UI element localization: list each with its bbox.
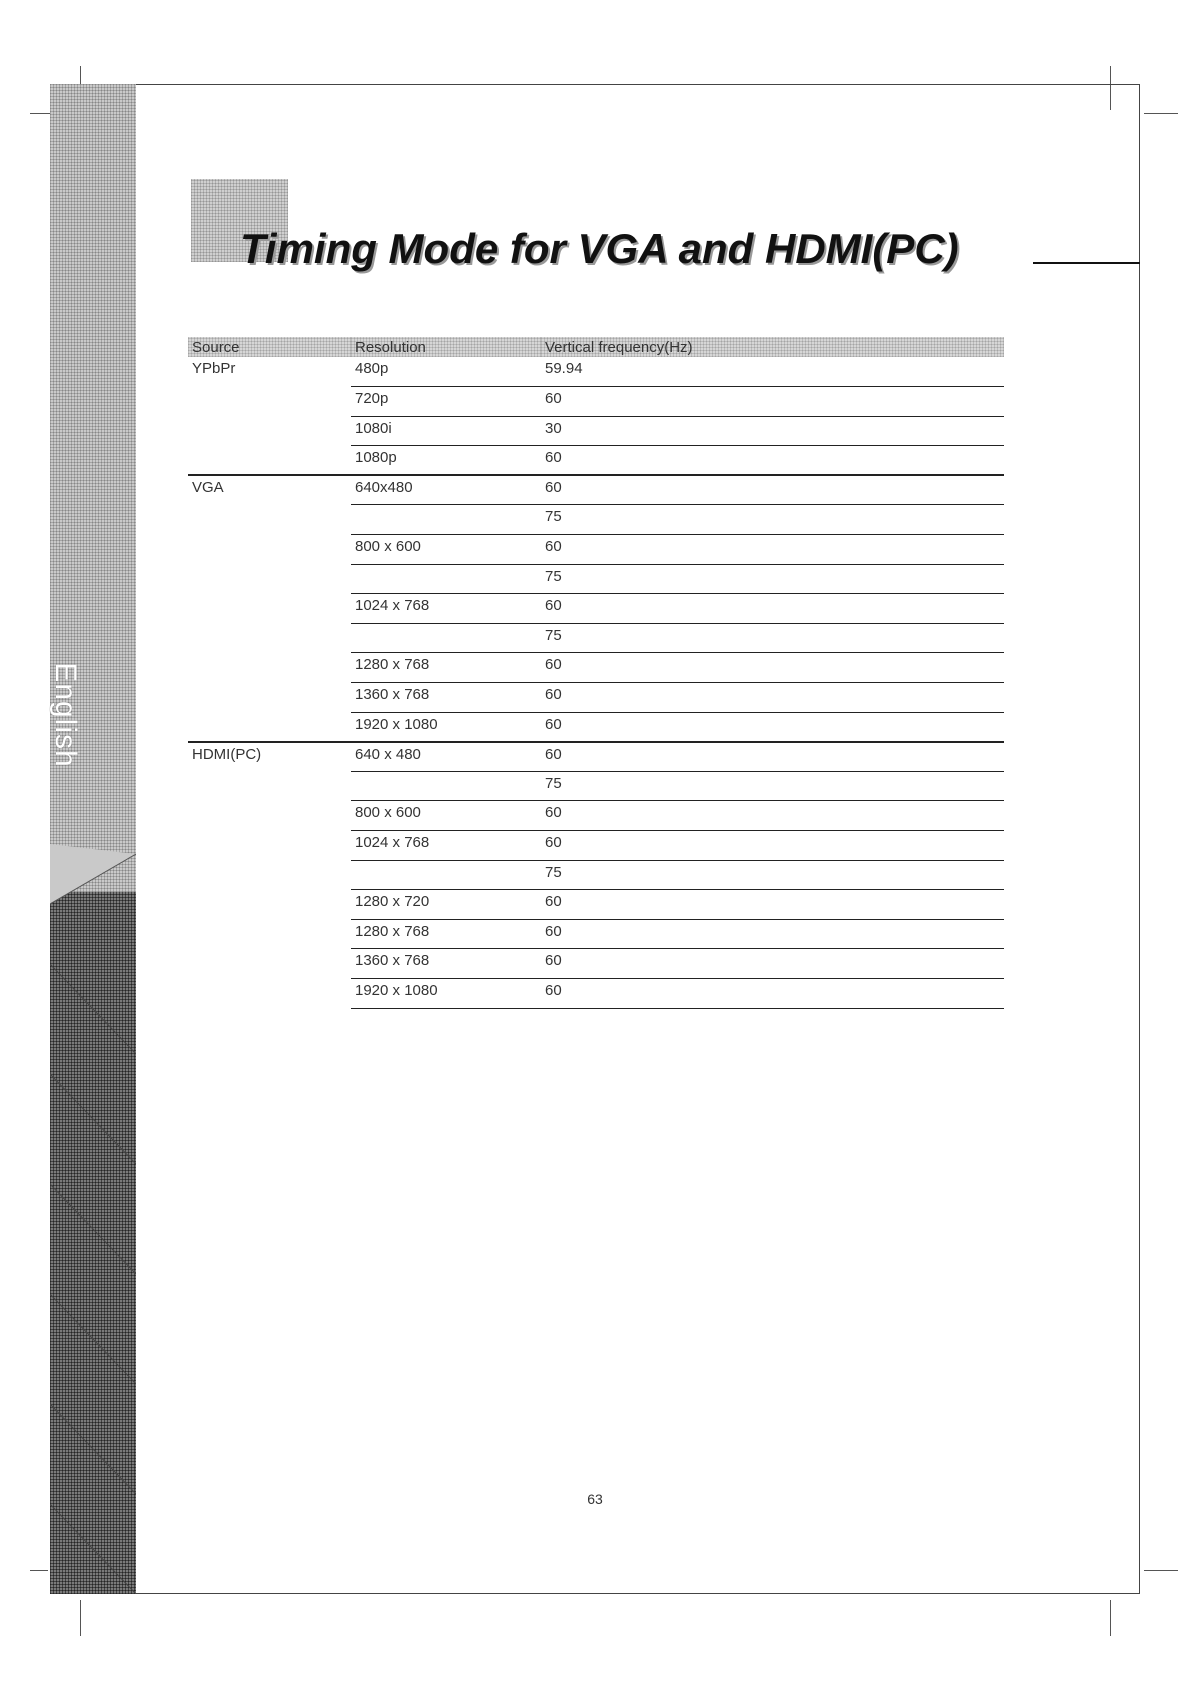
source-cell [188, 712, 351, 742]
table-row [188, 535, 1004, 565]
table-row [188, 653, 1004, 683]
page-number: 63 [587, 1491, 603, 1507]
table-row [188, 860, 1004, 890]
table-row [188, 387, 1004, 417]
resolution-cell [351, 771, 541, 801]
header-resolution: Resolution [351, 337, 541, 357]
source-cell [188, 505, 351, 535]
resolution-cell: 1280 x 768 [351, 919, 541, 949]
source-cell [188, 594, 351, 624]
frequency-cell: 75 [541, 860, 1004, 890]
frequency-cell: 60 [541, 683, 1004, 713]
sidebar-language-label: English [49, 662, 82, 768]
resolution-cell: 1280 x 720 [351, 890, 541, 920]
table-row [188, 416, 1004, 446]
crop-mark-bottom-right-h [1144, 1570, 1178, 1571]
table-row [188, 683, 1004, 713]
source-cell: VGA [192, 479, 224, 497]
language-sidebar [50, 84, 136, 1594]
resolution-cell [351, 564, 541, 594]
resolution-cell: 1024 x 768 [351, 831, 541, 861]
source-cell [188, 949, 351, 979]
crop-mark-top-right-h [1144, 113, 1178, 114]
frequency-cell: 60 [541, 712, 1004, 742]
source-cell [188, 683, 351, 713]
resolution-cell: 800 x 600 [351, 535, 541, 565]
table-row [188, 623, 1004, 653]
source-cell [188, 919, 351, 949]
table-row [188, 505, 1004, 535]
source-cell: YPbPr [192, 360, 236, 377]
resolution-cell: 480p [351, 357, 541, 387]
table-row [188, 831, 1004, 861]
source-cell [188, 831, 351, 861]
table-row [188, 771, 1004, 801]
frequency-cell: 60 [541, 831, 1004, 861]
table-row [188, 801, 1004, 831]
frequency-cell: 60 [541, 978, 1004, 1008]
resolution-cell [351, 860, 541, 890]
resolution-cell [351, 505, 541, 535]
source-cell [188, 801, 351, 831]
resolution-cell: 640x480 [351, 475, 541, 505]
table-row [188, 357, 1004, 387]
resolution-cell: 640 x 480 [351, 742, 541, 772]
table-row [188, 919, 1004, 949]
crop-mark-bottom-right-v [1110, 1600, 1111, 1636]
title-underline [1033, 262, 1140, 264]
table-row [188, 446, 1004, 476]
source-cell [188, 771, 351, 801]
timing-mode-table [188, 337, 1004, 1009]
frequency-cell: 60 [541, 475, 1004, 505]
table-row [188, 712, 1004, 742]
table-row [188, 949, 1004, 979]
table-row [188, 475, 1004, 505]
frequency-cell: 75 [541, 505, 1004, 535]
resolution-cell: 1080i [351, 416, 541, 446]
frequency-cell: 60 [541, 446, 1004, 476]
resolution-cell [351, 623, 541, 653]
frequency-cell: 60 [541, 890, 1004, 920]
resolution-cell: 1360 x 768 [351, 949, 541, 979]
frequency-cell: 60 [541, 949, 1004, 979]
table-row [188, 890, 1004, 920]
header-source: Source [188, 337, 351, 357]
table-row [188, 978, 1004, 1008]
resolution-cell: 1920 x 1080 [351, 978, 541, 1008]
frequency-cell: 60 [541, 742, 1004, 772]
source-cell [188, 535, 351, 565]
source-cell [188, 416, 351, 446]
crop-mark-bottom-left-h [30, 1570, 48, 1571]
source-cell [188, 978, 351, 1008]
resolution-cell: 1920 x 1080 [351, 712, 541, 742]
table-row [188, 742, 1004, 772]
frequency-cell: 75 [541, 623, 1004, 653]
frequency-cell: 75 [541, 564, 1004, 594]
page-title: Timing Mode for VGA and HDMI(PC) [240, 225, 959, 272]
source-cell [188, 890, 351, 920]
header-vertical-frequency: Vertical frequency(Hz) [541, 337, 1004, 357]
frequency-cell: 60 [541, 801, 1004, 831]
crop-mark-bottom-left-v [80, 1600, 81, 1636]
source-cell [188, 623, 351, 653]
frequency-cell: 60 [541, 919, 1004, 949]
frequency-cell: 30 [541, 416, 1004, 446]
frequency-cell: 60 [541, 535, 1004, 565]
resolution-cell: 800 x 600 [351, 801, 541, 831]
frequency-cell: 60 [541, 387, 1004, 417]
resolution-cell: 1360 x 768 [351, 683, 541, 713]
source-cell [188, 653, 351, 683]
resolution-cell: 720p [351, 387, 541, 417]
frequency-cell: 75 [541, 771, 1004, 801]
frequency-cell: 59.94 [541, 357, 1004, 387]
resolution-cell: 1080p [351, 446, 541, 476]
frequency-cell: 60 [541, 653, 1004, 683]
source-cell [188, 564, 351, 594]
table-row [188, 564, 1004, 594]
table-header-row [188, 337, 1004, 357]
sidebar-diagonal-lines [50, 844, 136, 1594]
source-cell [188, 446, 351, 476]
frequency-cell: 60 [541, 594, 1004, 624]
resolution-cell: 1024 x 768 [351, 594, 541, 624]
source-cell: HDMI(PC) [192, 745, 262, 763]
source-cell [188, 860, 351, 890]
table-row [188, 594, 1004, 624]
source-cell [188, 387, 351, 417]
resolution-cell: 1280 x 768 [351, 653, 541, 683]
